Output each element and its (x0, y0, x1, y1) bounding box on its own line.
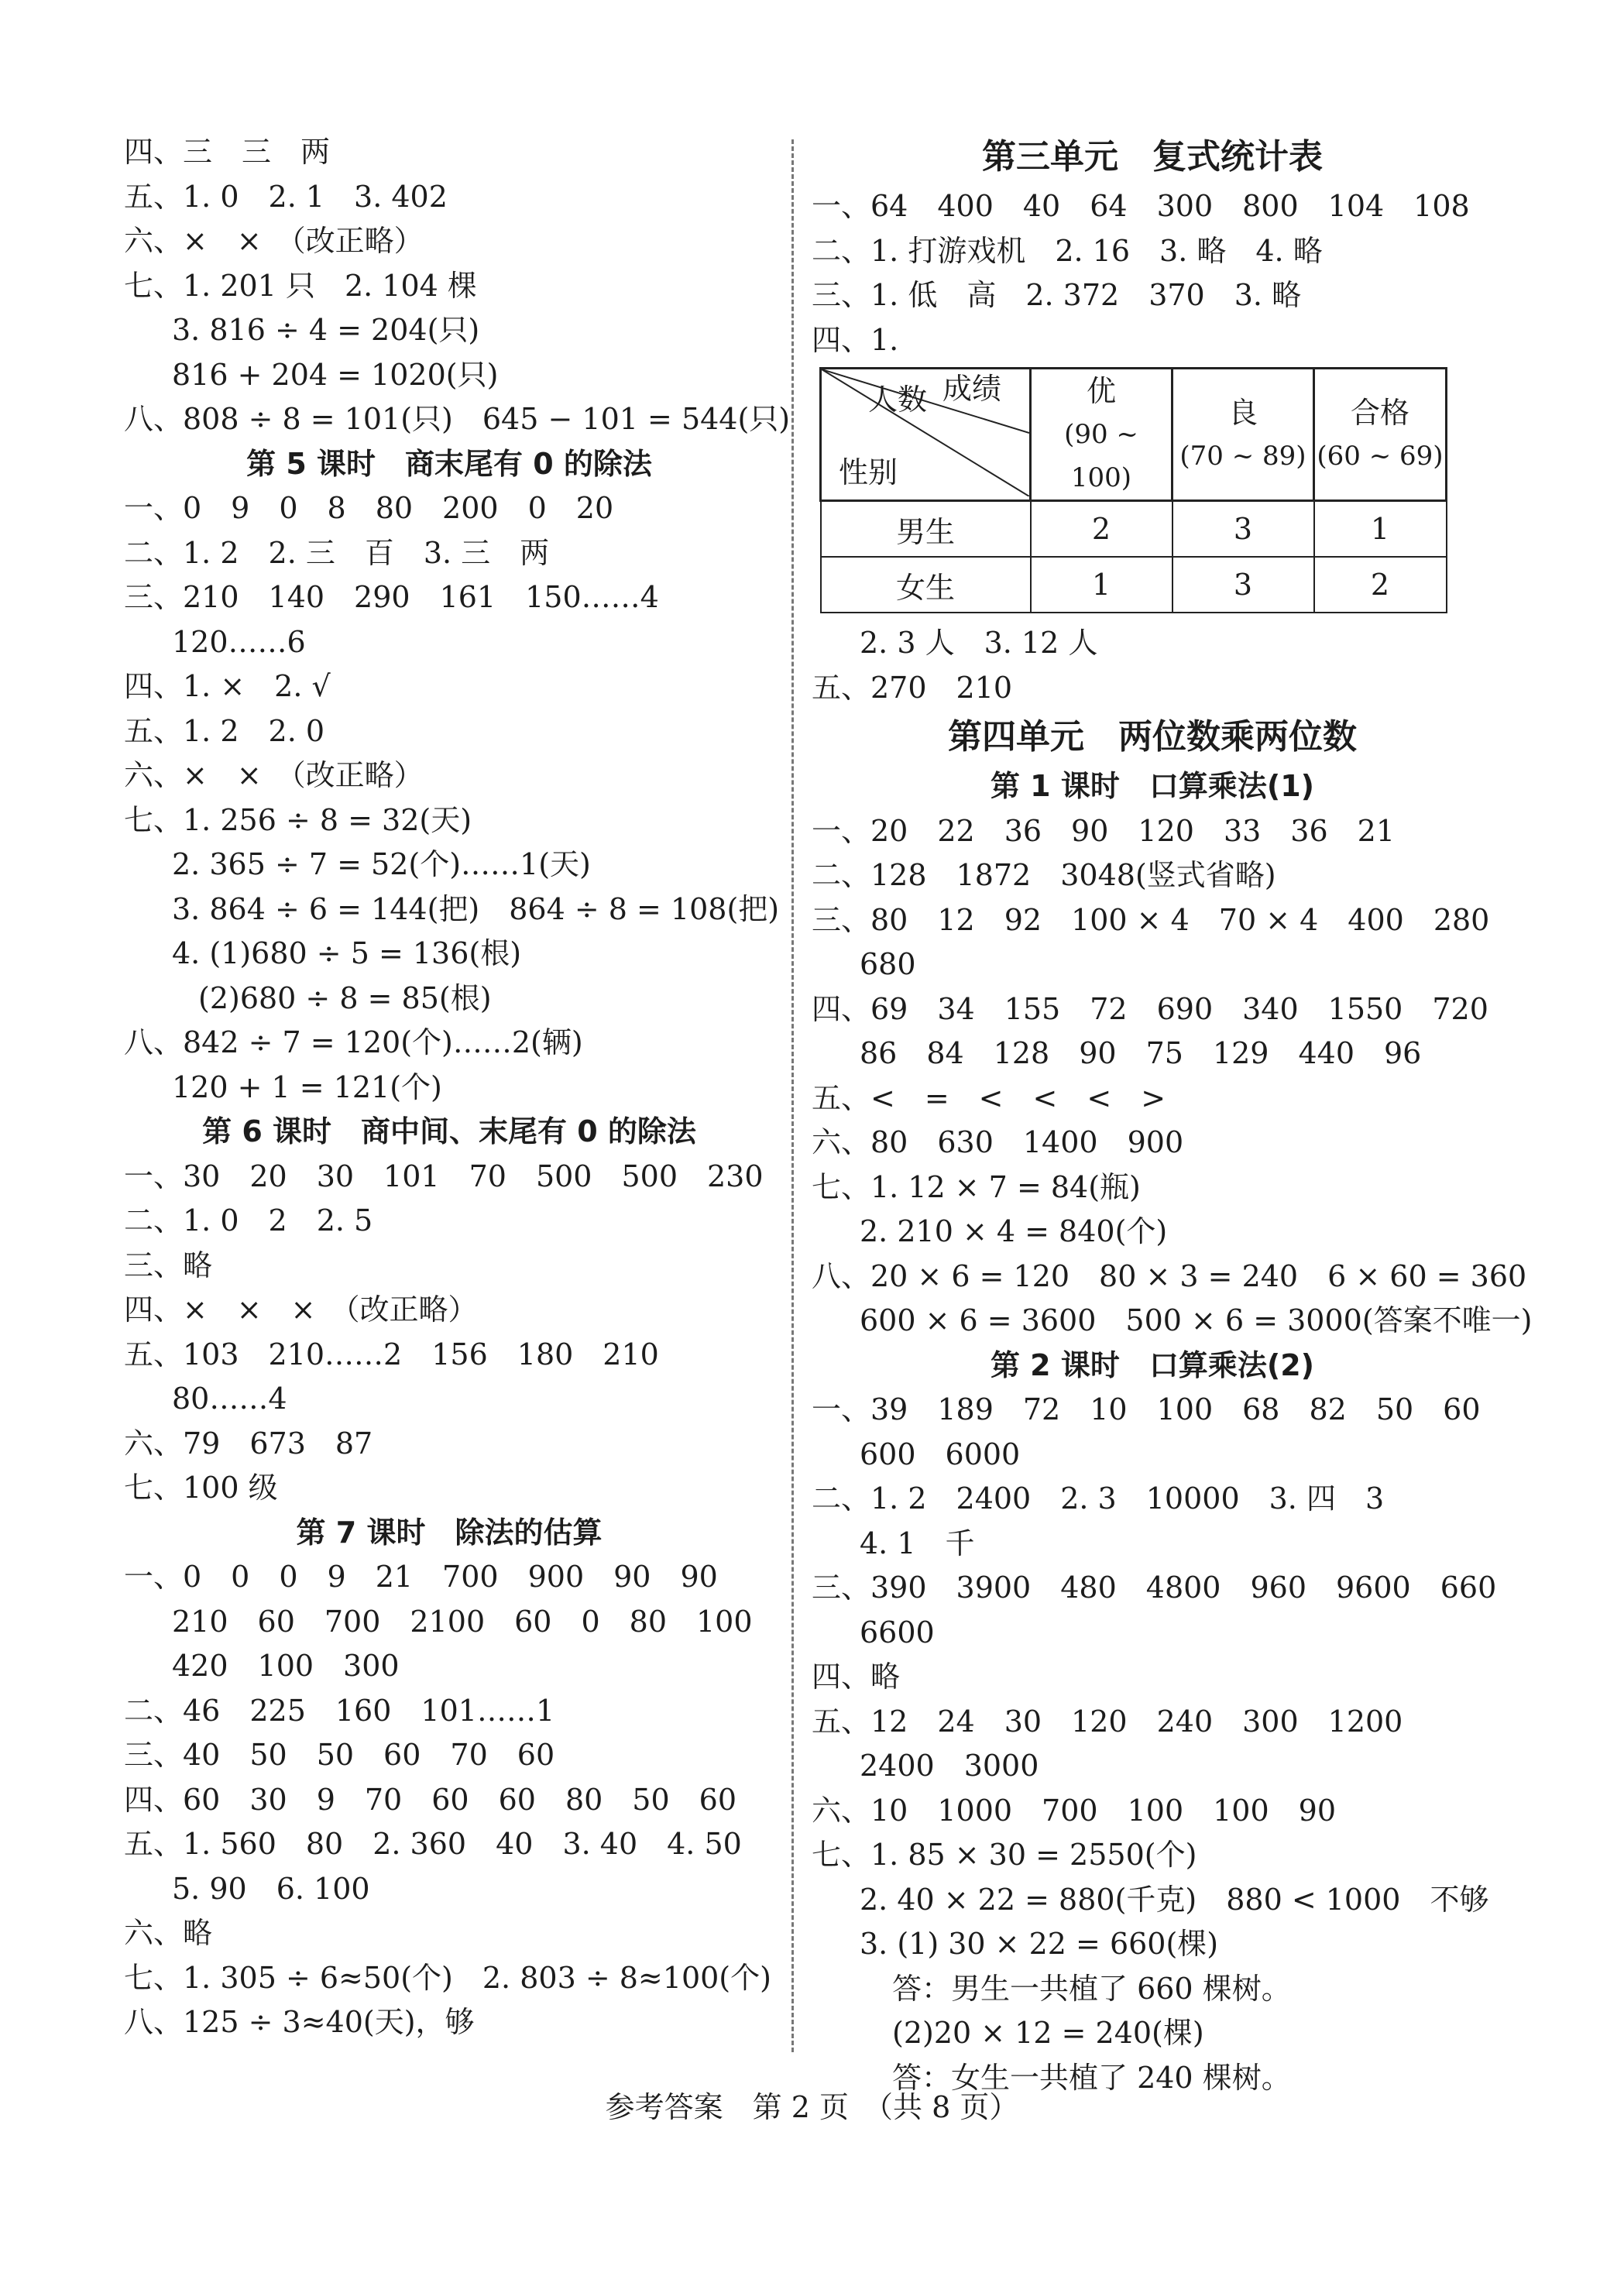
lesson-heading: 第 7 课时 除法的估算 (296, 1515, 603, 1550)
answer-line: 六、× × （改正略） (124, 224, 424, 258)
answer-line: 五、12 24 30 120 240 300 1200 (812, 1704, 1403, 1739)
answer-line: 3. 864 ÷ 6 = 144(把) 864 ÷ 8 = 108(把) (172, 891, 780, 926)
answer-line: (2)20 × 12 = 240(棵) (892, 2016, 1204, 2050)
right-answer-lines (812, 621, 1533, 2100)
table-cell: 1 (1031, 557, 1173, 613)
answer-line: 四、1. (812, 322, 899, 357)
diag-label-grade: 成绩 (942, 372, 1002, 406)
answer-line: 816 + 204 = 1020(只) (172, 357, 499, 392)
table-cell: 2 (1031, 501, 1173, 558)
answer-line: (2)680 ÷ 8 = 85(根) (198, 980, 492, 1015)
answer-line: 三、390 3900 480 4800 960 9600 660 (812, 1571, 1497, 1605)
answer-line: 六、× × （改正略） (124, 758, 424, 792)
answer-line: 八、125 ÷ 3≈40(天)，够 (124, 2005, 475, 2039)
answer-line: 2. 365 ÷ 7 = 52(个)……1(天) (172, 847, 591, 881)
header-cell-pass (1314, 369, 1447, 501)
answer-line: 七、1. 85 × 30 = 2550(个) (812, 1838, 1197, 1872)
answer-line: 答：女生一共植了 240 棵树。 (892, 2060, 1291, 2095)
answer-line: 六、10 1000 700 100 100 90 (812, 1793, 1337, 1828)
row-name: 男生 (821, 501, 1031, 558)
table-row (821, 557, 1447, 613)
table-row (821, 501, 1447, 558)
answer-line: 八、842 ÷ 7 = 120(个)……2(辆) (124, 1025, 583, 1059)
answer-line: 五、1. 0 2. 1 3. 402 (124, 179, 448, 214)
answer-line: 一、64 400 40 64 300 800 104 108 (812, 189, 1470, 223)
answer-line: 一、30 20 30 101 70 500 500 230 (124, 1159, 764, 1193)
answer-line: 三、210 140 290 161 150……4 (124, 580, 659, 614)
answer-line: 二、128 1872 3048(竖式省略) (812, 858, 1276, 892)
answer-line: 二、46 225 160 101……1 (124, 1693, 555, 1728)
answer-line: 120……6 (172, 624, 306, 659)
unit-title: 第四单元 两位数乘两位数 (948, 717, 1357, 757)
lesson-heading: 第 1 课时 口算乘法(1) (990, 769, 1315, 803)
answer-line: 210 60 700 2100 60 0 80 100 (172, 1604, 753, 1639)
answer-line: 八、808 ÷ 8 = 101(只) 645 − 101 = 544(只) (124, 402, 791, 436)
header-label: 合格 (1350, 396, 1409, 430)
answer-line: 600 × 6 = 3600 500 × 6 = 3000(答案不唯一) (860, 1303, 1533, 1337)
answer-line: 5. 90 6. 100 (172, 1871, 370, 1906)
answer-line: 四、三 三 两 (124, 135, 331, 169)
answer-line: 86 84 128 90 75 129 440 96 (860, 1036, 1422, 1070)
header-cell-excellent (1031, 369, 1173, 501)
answer-line: 四、69 34 155 72 690 340 1550 720 (812, 991, 1488, 1026)
row-name: 女生 (821, 557, 1031, 613)
answer-line: 420 100 300 (172, 1649, 400, 1683)
answer-line: 二、1. 2 2400 2. 3 10000 3. 四 3 (812, 1481, 1385, 1516)
header-range: (60 ~ 69) (1317, 441, 1444, 472)
answer-line: 600 6000 (860, 1437, 1021, 1471)
answer-line: 四、× × × （改正略） (124, 1292, 478, 1327)
answer-line: 120 + 1 = 121(个) (172, 1069, 442, 1104)
answer-line: 六、略 (124, 1916, 213, 1950)
answer-line: 6600 (860, 1615, 935, 1649)
answer-line: 四、60 30 9 70 60 60 80 50 60 (124, 1782, 737, 1817)
answer-line: 一、20 22 36 90 120 33 36 21 (812, 813, 1396, 848)
answer-line: 二、1. 2 2. 三 百 3. 三 两 (124, 535, 550, 570)
answer-line: 4. 1 千 (860, 1526, 975, 1560)
answer-line: 答：男生一共植了 660 棵树。 (892, 1971, 1291, 2006)
answer-line: 四、略 (812, 1660, 901, 1694)
answer-line: 七、1. 201 只 2. 104 棵 (124, 268, 477, 303)
table-cell: 3 (1173, 501, 1314, 558)
answer-line: 五、1. 560 80 2. 360 40 3. 40 4. 50 (124, 1827, 742, 1861)
answer-line: 五、270 210 (812, 670, 1013, 705)
column-divider (791, 139, 794, 2052)
table-cell: 2 (1314, 557, 1447, 613)
right-column (812, 130, 1533, 2100)
answer-line: 三、略 (124, 1248, 213, 1282)
header-label: 良 (1227, 396, 1258, 430)
header-range: (70 ~ 89) (1179, 441, 1306, 472)
answer-line: 七、1. 12 × 7 = 84(瓶) (812, 1169, 1141, 1204)
left-column (124, 130, 791, 2045)
stats-table (819, 367, 1447, 613)
table-cell: 3 (1173, 557, 1314, 613)
answer-line: 3. (1) 30 × 22 = 660(棵) (860, 1927, 1219, 1961)
answer-line: 一、39 189 72 10 100 68 82 50 60 (812, 1392, 1481, 1426)
header-cell-good (1173, 369, 1314, 501)
answer-line: 2. 210 × 4 = 840(个) (860, 1214, 1168, 1248)
answer-line: 一、0 0 0 9 21 700 900 90 90 (124, 1560, 718, 1594)
answer-line: 80……4 (172, 1382, 287, 1416)
answer-line: 四、1. × 2. √ (124, 669, 331, 703)
answer-line: 五、103 210……2 156 180 210 (124, 1337, 659, 1371)
answer-line: 4. (1)680 ÷ 5 = 136(根) (172, 936, 522, 970)
answer-line: 五、< = < < < > (812, 1080, 1166, 1115)
answer-line: 六、80 630 1400 900 (812, 1125, 1184, 1159)
answer-line: 七、1. 256 ÷ 8 = 32(天) (124, 802, 472, 837)
diag-label-count: 人数 (868, 383, 928, 417)
answer-line: 三、1. 低 高 2. 372 370 3. 略 (812, 278, 1302, 312)
unit-three-title: 第三单元 复式统计表 (982, 137, 1323, 177)
answer-line: 2. 40 × 22 = 880(千克) 880 < 1000 不够 (860, 1882, 1489, 1917)
answer-line: 二、1. 0 2 2. 5 (124, 1203, 373, 1238)
answer-line: 3. 816 ÷ 4 = 204(只) (172, 313, 480, 347)
lesson-heading: 第 6 课时 商中间、末尾有 0 的除法 (202, 1114, 696, 1148)
answer-line: 七、1. 305 ÷ 6≈50(个) 2. 803 ÷ 8≈100(个) (124, 1960, 771, 1995)
lesson-heading: 第 2 课时 口算乘法(2) (990, 1347, 1315, 1382)
answer-line: 八、20 × 6 = 120 80 × 3 = 240 6 × 60 = 360 (812, 1258, 1527, 1293)
answer-line: 680 (860, 947, 916, 981)
answer-line: 一、0 9 0 8 80 200 0 20 (124, 491, 614, 525)
diag-label-gender: 性别 (839, 455, 898, 489)
answer-line: 2. 3 人 3. 12 人 (860, 626, 1098, 660)
table-cell: 1 (1314, 501, 1447, 558)
diagonal-header-cell (821, 369, 1031, 501)
answer-line: 三、40 50 50 60 70 60 (124, 1738, 555, 1772)
answer-line: 五、1. 2 2. 0 (124, 713, 325, 748)
answer-line: 二、1. 打游戏机 2. 16 3. 略 4. 略 (812, 233, 1323, 268)
page-footer: 参考答案 第 2 页 （共 8 页） (605, 2090, 1019, 2124)
lesson-heading: 第 5 课时 商末尾有 0 的除法 (246, 446, 652, 481)
answer-line: 三、80 12 92 100 × 4 70 × 4 400 280 (812, 902, 1490, 937)
header-range: (90 ~ 100) (1064, 419, 1138, 493)
answer-line: 七、100 级 (124, 1471, 278, 1505)
answer-line: 2400 3000 (860, 1749, 1039, 1783)
header-label: 优 (1086, 374, 1116, 408)
answer-line: 六、79 673 87 (124, 1426, 373, 1461)
